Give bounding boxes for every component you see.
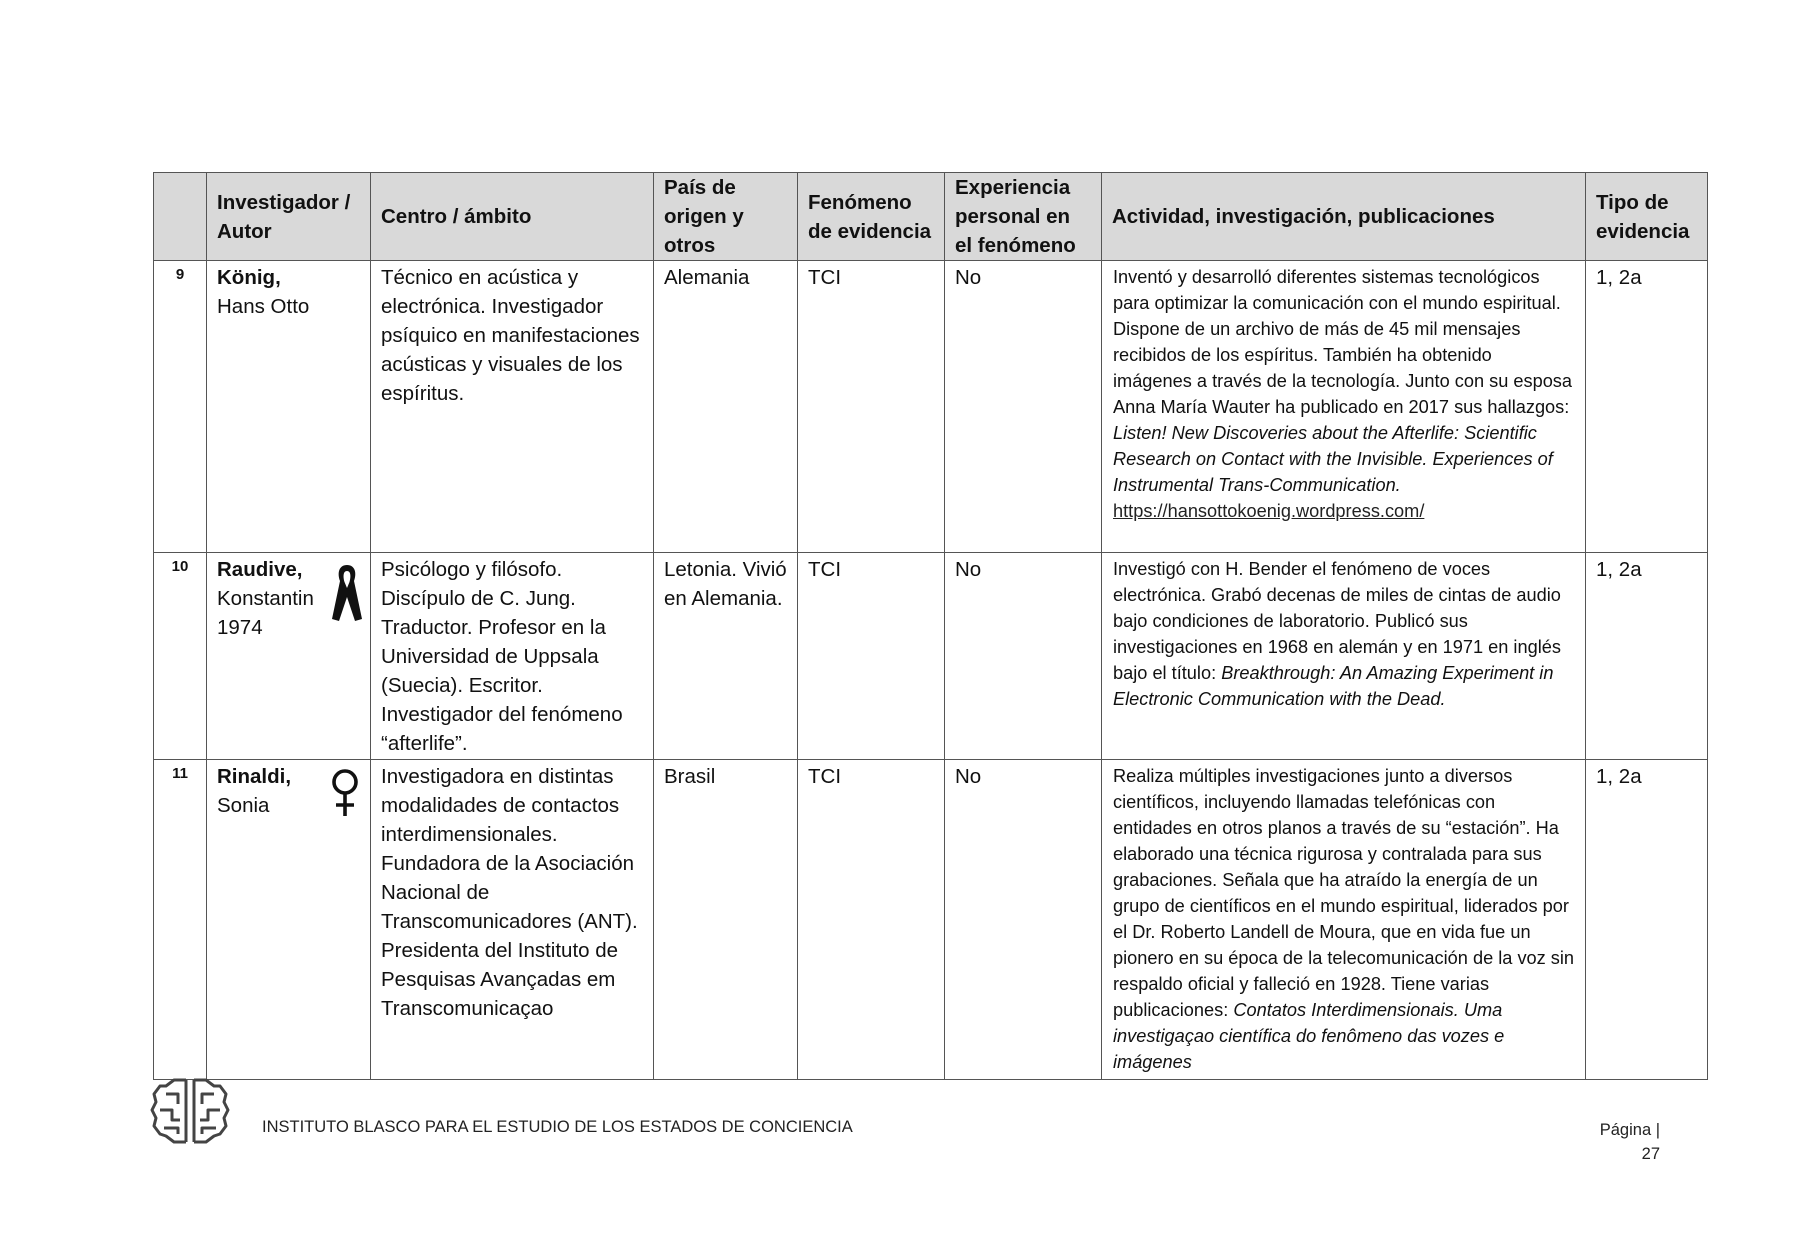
footer-page-number <box>1585 1118 1660 1166</box>
activity-text: Inventó y desarrolló diferentes sistemas tecnológicos para optimizar la comunicación con el mundo espiritual. Dispone de un archivo de más de 45 mil mensajes recibidos de los espíritus. También ha obtenido imágenes a través de la tecnología. Junto con su esposa Anna María Wauter ha publicado en 2017 sus hallazgos: <box>1113 267 1573 417</box>
author-name: Konstantin <box>217 587 314 610</box>
author-cell <box>207 553 371 760</box>
center-cell: Investigadora en distintas modalidades de contactos interdimensionales. Fundadora de la Asociación Nacional de Transcomunicadores (ANT). Presidenta del Instituto de Pesquisas Avançadas em Transcomunicaçao <box>371 760 654 1080</box>
author-name: Hans Otto <box>217 295 310 318</box>
table-row <box>154 760 1708 1080</box>
header-evidence-type: Tipo de evidencia <box>1586 173 1708 261</box>
author-surname: König, <box>217 266 281 289</box>
author-cell <box>207 261 371 553</box>
table-row <box>154 261 1708 553</box>
header-phenomenon: Fenómeno de evidencia <box>798 173 945 261</box>
row-number: 9 <box>154 261 207 553</box>
book-title: Breakthrough: An Amazing Experiment in Electronic Communication with the Dead. <box>1113 663 1554 709</box>
activity-text: Investigó con H. Bender el fenómeno de voces electrónica. Grabó decenas de miles de cintas de audio bajo condiciones de laboratorio. Publicó sus investigaciones en 1968 en alemán y en 1971 en inglés bajo el título: <box>1113 559 1561 683</box>
mourning-ribbon-icon <box>330 563 364 623</box>
experience-cell: No <box>945 760 1102 1080</box>
header-investigator: Investigador / Autor <box>207 173 371 261</box>
activity-cell <box>1102 760 1586 1080</box>
center-cell: Técnico en acústica y electrónica. Investigador psíquico en manifestaciones acústicas y visuales de los espíritus. <box>371 261 654 553</box>
phenomenon-cell: TCI <box>798 760 945 1080</box>
activity-cell <box>1102 261 1586 553</box>
row-number: 10 <box>154 553 207 760</box>
page-number: 27 <box>1641 1145 1660 1163</box>
book-title: Listen! New Discoveries about the Afterlife: Scientific Research on Contact with the Invisible. Experiences of Instrumental Trans-Communication. <box>1113 423 1553 495</box>
evidence-type-cell: 1, 2a <box>1586 553 1708 760</box>
page-label: Página | <box>1599 1121 1660 1139</box>
author-cell <box>207 760 371 1080</box>
author-year: 1974 <box>217 616 263 639</box>
header-activity: Actividad, investigación, publicaciones <box>1102 173 1586 261</box>
table-header-row <box>154 173 1708 261</box>
experience-cell: No <box>945 553 1102 760</box>
phenomenon-cell: TCI <box>798 261 945 553</box>
website-link[interactable]: https://hansottokoenig.wordpress.com/ <box>1113 501 1425 521</box>
activity-text: Realiza múltiples investigaciones junto a diversos científicos, incluyendo llamadas telefónicas con entidades en otros planos a través de su “estación”. Ha elaborado una técnica rigurosa y contralada para sus grabaciones. Señala que ha atraído la energía de un grupo de científicos en el mundo espiritual, liderados por el Dr. Roberto Landell de Moura, que en vida fue un pionero en su época de la telecomunicación de la voz sin respaldo oficial y falleció en 1928. Tiene varias publicaciones: <box>1113 766 1575 1020</box>
center-cell: Psicólogo y filósofo. Discípulo de C. Jung. Traductor. Profesor en la Universidad de Uppsala (Suecia). Escritor. Investigador del fenómeno “afterlife”. <box>371 553 654 760</box>
country-cell: Letonia. Vivió en Alemania. <box>654 553 798 760</box>
country-cell: Brasil <box>654 760 798 1080</box>
author-surname: Rinaldi, <box>217 765 292 788</box>
footer-organization: INSTITUTO BLASCO PARA EL ESTUDIO DE LOS ESTADOS DE CONCIENCIA <box>262 1118 853 1136</box>
country-cell: Alemania <box>654 261 798 553</box>
experience-cell: No <box>945 261 1102 553</box>
header-country: País de origen y otros <box>654 173 798 261</box>
header-center: Centro / ámbito <box>371 173 654 261</box>
row-number: 11 <box>154 760 207 1080</box>
female-symbol-icon <box>330 768 360 818</box>
evidence-type-cell: 1, 2a <box>1586 261 1708 553</box>
header-experience: Experiencia personal en el fenómeno <box>945 173 1102 261</box>
author-name: Sonia <box>217 794 270 817</box>
header-num <box>154 173 207 261</box>
research-table <box>153 172 1708 1080</box>
activity-cell <box>1102 553 1586 760</box>
book-title: Contatos Interdimensionais. Uma investigaçao científica do fenômeno das vozes e imágenes <box>1113 1000 1505 1072</box>
evidence-type-cell: 1, 2a <box>1586 760 1708 1080</box>
table-row <box>154 553 1708 760</box>
brain-icon <box>150 1074 230 1148</box>
author-surname: Raudive, <box>217 558 303 581</box>
phenomenon-cell: TCI <box>798 553 945 760</box>
